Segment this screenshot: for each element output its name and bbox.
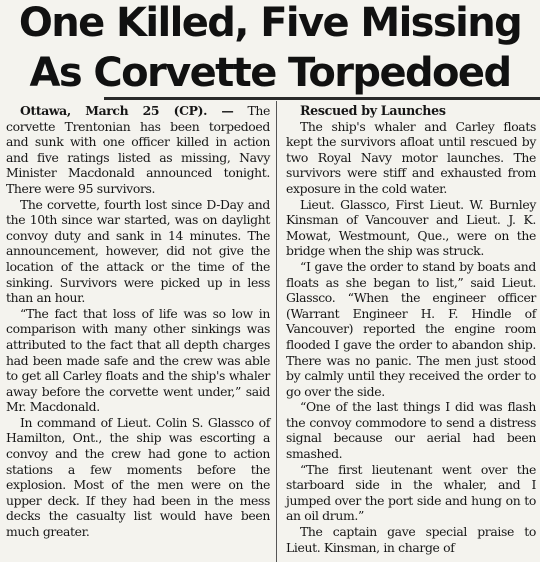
paragraph: “The fact that loss of life was so low in comparison with many other sinkings was attributed to the fact that all depth charges had been made safe and the crew was able to get all Carley floats and the ship's whaler away before the corvette went under,” said Mr. Macdonald. <box>6 305 270 415</box>
column-divider <box>276 101 277 562</box>
paragraph-text: The corvette Trentonian has been torpedoed and sunk with one officer killed in action and five ratings listed as missing, Navy Minister Macdonald announced tonight. There were 95 survivors. <box>6 103 271 196</box>
subheading: Rescued by Launches <box>300 103 446 118</box>
paragraph: The captain gave special praise to Lieut. Kinsman, in charge of <box>286 524 536 555</box>
paragraph: “I gave the order to stand by boats and floats as she began to list,” said Lieut. Glassco. “When the engineer officer (Warrant Engineer H. F. Hindle of Vancouver) reported the engine room flooded I gave the order to abandon ship. There was no panic. The men just stood by calmly until they received the order to go over the side. <box>286 258 536 399</box>
paragraph: The corvette, fourth lost since D-Day and the 10th since war started, was on daylight convoy duty and sank in 14 minutes. The announcement, however, did not give the location of the attack or the time of the sinking. Survivors were picked up in less than an hour. <box>6 196 270 306</box>
headline-line-1: One Killed, Five Missing <box>18 0 522 46</box>
headline-rule <box>104 97 540 100</box>
article-column-2 <box>286 103 536 555</box>
article-column-1 <box>6 103 270 540</box>
paragraph: In command of Lieut. Colin S. Glassco of Hamilton, Ont., the ship was escorting a convoy and the crew had gone to action stations a few moments before the explosion. Most of the men were on the upper deck. If they had been in the mess decks the casualty list would have been much greater. <box>6 414 270 540</box>
paragraph: The ship's whaler and Carley floats kept the survivors afloat until rescued by two Royal Navy motor launches. The survivors were stiff and exhausted from exposure in the cold water. <box>286 118 536 196</box>
paragraph: Lieut. Glassco, First Lieut. W. Burnley Kinsman of Vancouver and Lieut. J. K. Mowat, Westmount, Que., were on the bridge when the ship was struck. <box>286 196 536 259</box>
paragraph: “The first lieutenant went over the starboard side in the whaler, and I jumped over the port side and hung on to an oil drum.” <box>286 461 536 524</box>
paragraph <box>6 103 270 197</box>
paragraph: “One of the last things I did was flash the convoy commodore to send a distress signal because our aerial had been smashed. <box>286 399 536 462</box>
headline-line-2: As Corvette Torpedoed <box>29 50 511 96</box>
dateline: Ottawa, March 25 (CP). — <box>20 103 234 118</box>
